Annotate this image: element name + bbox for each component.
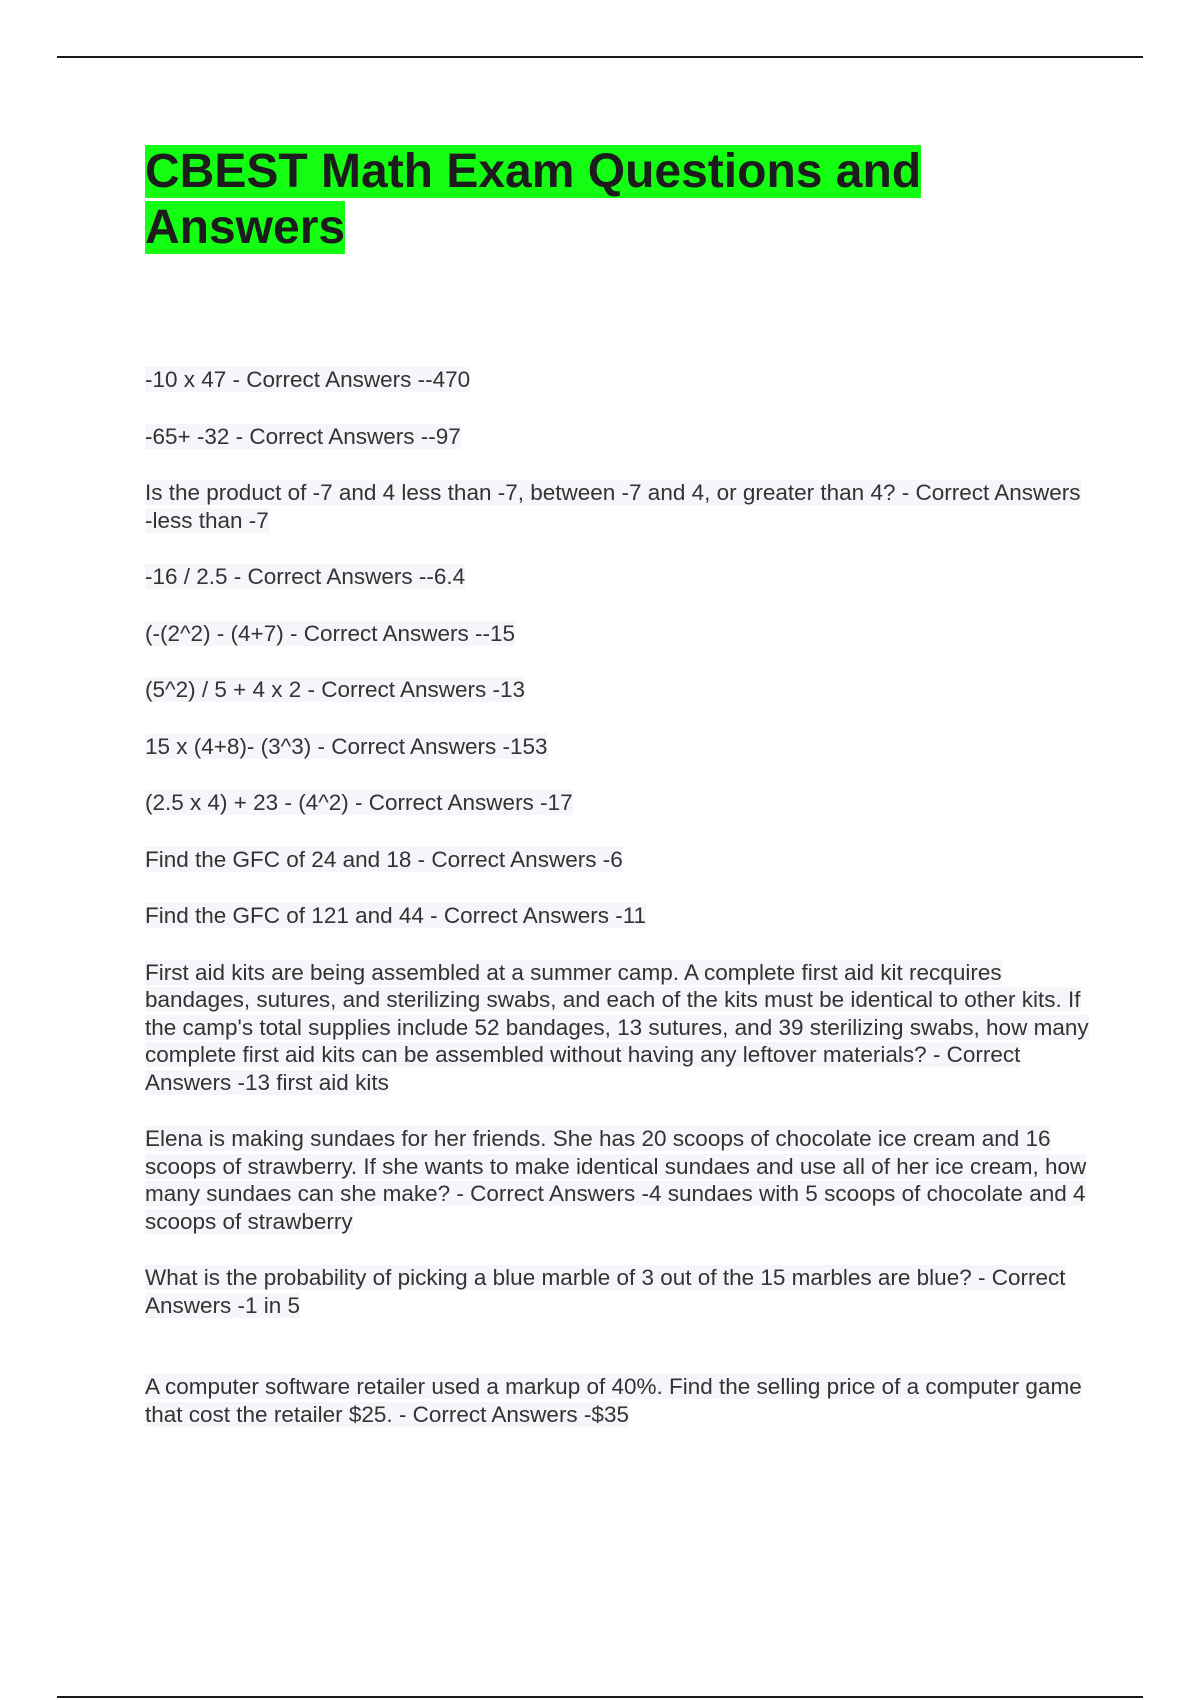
qa-item-11	[145, 959, 1090, 1097]
qa-item-1	[145, 366, 1090, 394]
qa-text: -10 x 47 - Correct Answers --470	[145, 367, 471, 392]
qa-item-6	[145, 676, 1090, 704]
page-title-text: CBEST Math Exam Questions and Answers	[145, 145, 922, 254]
qa-text: -65+ -32 - Correct Answers --97	[145, 423, 461, 449]
qa-text: (-(2^2) - (4+7) - Correct Answers --15	[145, 620, 516, 646]
qa-text: Is the product of -7 and 4 less than -7, between -7 and 4, or greater than 4? - Correct Answers -less than -7	[145, 480, 1081, 533]
qa-text: Elena is making sundaes for her friends. She has 20 scoops of chocolate ice cream and 16 scoops of strawberry. If she wants to make identical sundaes and use all of her ice cream, how many sundaes can she make? - Correct Answers -4 sundaes with 5 scoops of chocolate and 4 scoops of strawberry	[145, 1126, 1087, 1234]
qa-text: 15 x (4+8)- (3^3) - Correct Answers -153	[145, 733, 548, 759]
qa-text: What is the probability of picking a blue marble of 3 out of the 15 marbles are blue? - Correct Answers -1 in 5	[145, 1265, 1066, 1318]
page-title	[145, 144, 1045, 256]
qa-text: First aid kits are being assembled at a summer camp. A complete first aid kit recquires bandages, sutures, and sterilizing swabs, and each of the kits must be identical to other kits. If the camp's total supplies include 52 bandages, 13 sutures, and 39 sterilizing swabs, how many complete first aid kits can be assembled without having any leftover materials? - Correct Answers -13 first aid kits	[145, 959, 1089, 1095]
qa-item-14	[145, 1373, 1090, 1428]
qa-text: Find the GFC of 24 and 18 - Correct Answers -6	[145, 846, 623, 872]
qa-text: A computer software retailer used a markup of 40%. Find the selling price of a computer game that cost the retailer $25. - Correct Answers -$35	[145, 1374, 1082, 1427]
qa-item-3	[145, 479, 1090, 534]
qa-item-12	[145, 1125, 1090, 1235]
qa-item-9	[145, 846, 1090, 874]
qa-item-13	[145, 1264, 1090, 1319]
qa-text: -16 / 2.5 - Correct Answers --6.4	[145, 564, 466, 589]
qa-text: (2.5 x 4) + 23 - (4^2) - Correct Answers -17	[145, 790, 573, 815]
qa-list	[145, 366, 1090, 1457]
header-rule	[57, 56, 1143, 58]
footer-rule	[57, 1696, 1143, 1698]
qa-item-5	[145, 620, 1090, 648]
qa-text: Find the GFC of 121 and 44 - Correct Answers -11	[145, 903, 647, 928]
qa-item-2	[145, 423, 1090, 451]
qa-item-8	[145, 789, 1090, 817]
qa-item-10	[145, 902, 1090, 930]
qa-text: (5^2) / 5 + 4 x 2 - Correct Answers -13	[145, 677, 526, 702]
qa-item-7	[145, 733, 1090, 761]
qa-item-4	[145, 563, 1090, 591]
